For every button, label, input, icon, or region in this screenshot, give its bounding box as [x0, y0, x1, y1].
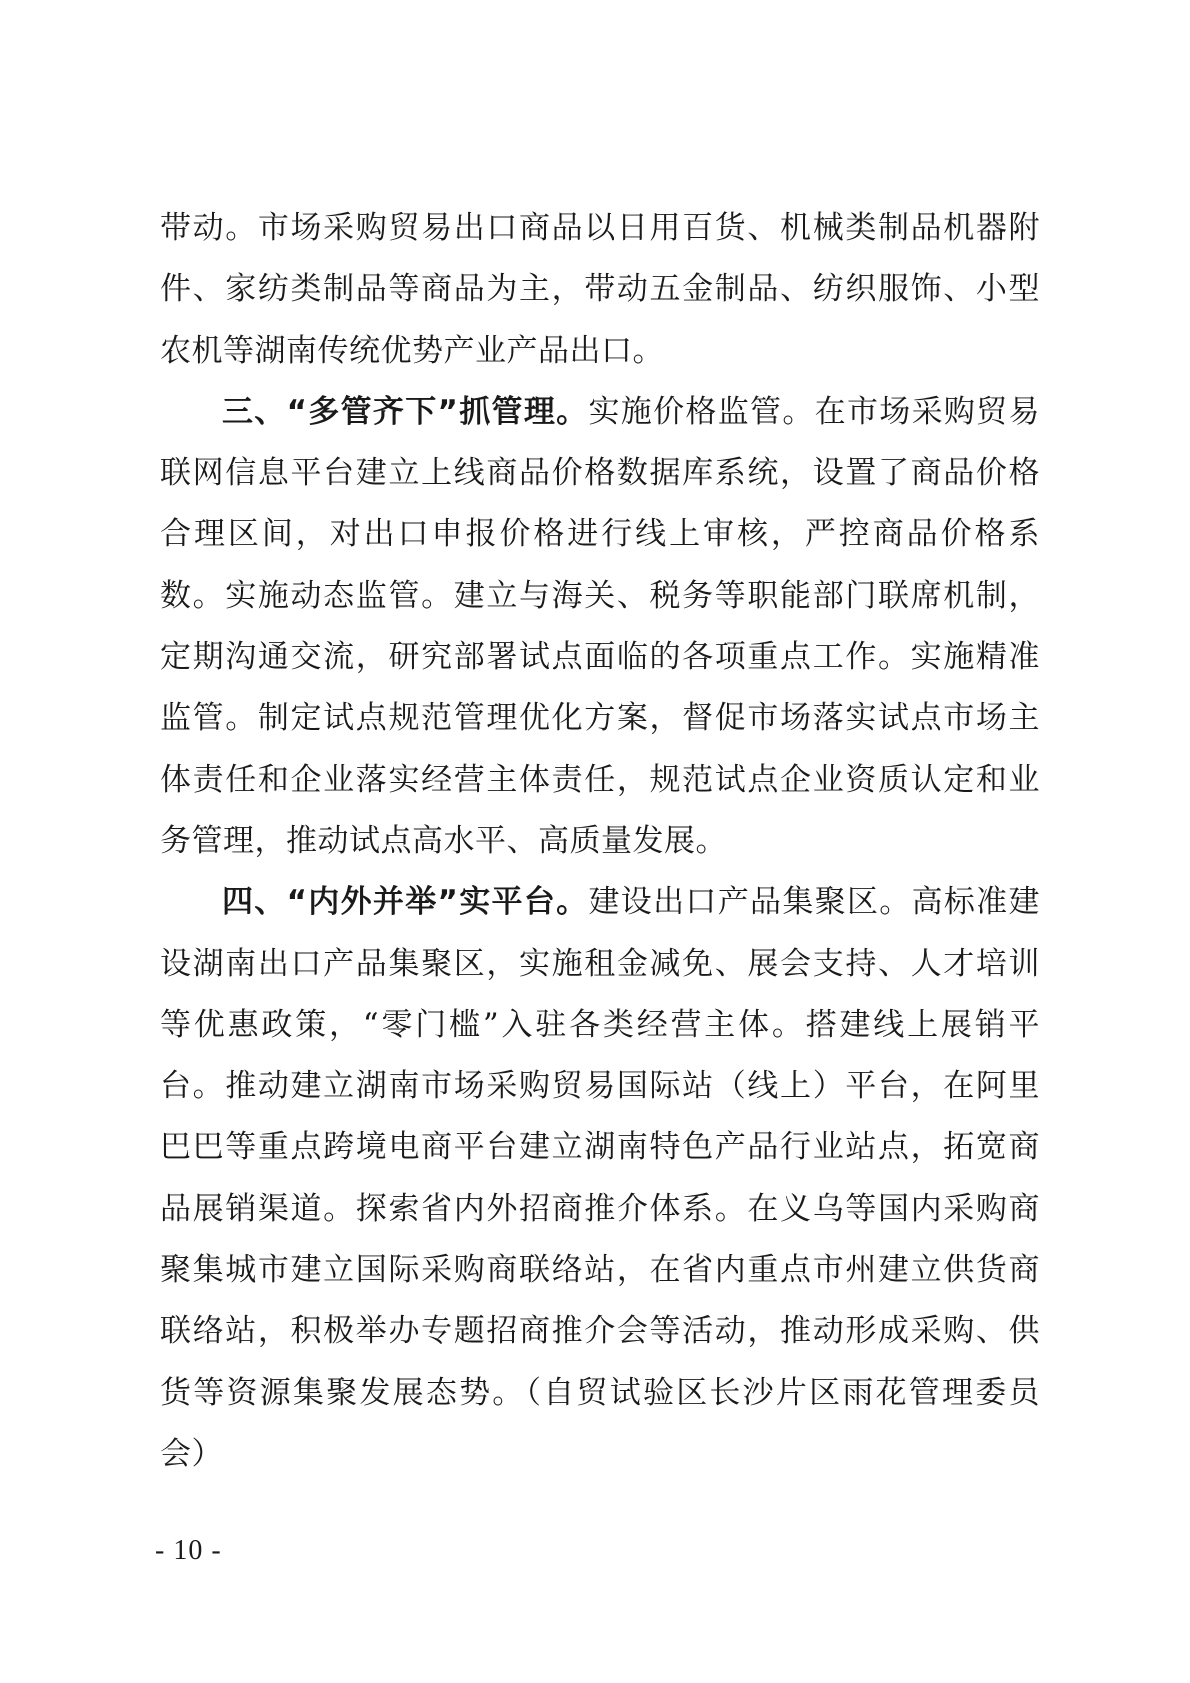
- section-4-heading: 四、“内外并举”实平台。: [222, 884, 589, 921]
- paragraph-section-4: [160, 872, 1040, 1485]
- paragraph-section-3: [160, 382, 1040, 872]
- page-number: - 10 -: [155, 1535, 222, 1566]
- paragraph-text: 实施价格监管。在市场采购贸易联网信息平台建立上线商品价格数据库系统，设置了商品价格合理区间，对出口申报价格进行线上审核，严控商品价格系数。实施动态监管。建立与海关、税务等职能部门联席机制，定期沟通交流，研究部署试点面临的各项重点工作。实施精准监管。制定试点规范管理优化方案，督促市场落实试点市场主体责任和企业落实经营主体责任，规范试点企业资质认定和业务管理，推动试点高水平、高质量发展。: [160, 393, 1040, 859]
- paragraph-continuation: [160, 198, 1040, 382]
- document-body: [160, 198, 1040, 1485]
- section-3-heading: 三、“多管齐下”抓管理。: [222, 393, 589, 430]
- paragraph-text: 建设出口产品集聚区。高标准建设湖南出口产品集聚区，实施租金减免、展会支持、人才培训等优惠政策，“零门槛”入驻各类经营主体。搭建线上展销平台。推动建立湖南市场采购贸易国际站（线上）平台，在阿里巴巴等重点跨境电商平台建立湖南特色产品行业站点，拓宽商品展销渠道。探索省内外招商推介体系。在义乌等国内采购商聚集城市建立国际采购商联络站，在省内重点市州建立供货商联络站，积极举办专题招商推介会等活动，推动形成采购、供货等资源集聚发展态势。（自贸试验区长沙片区雨花管理委员会）: [160, 884, 1040, 1472]
- paragraph-text: 带动。市场采购贸易出口商品以日用百货、机械类制品机器附件、家纺类制品等商品为主，带动五金制品、纺织服饰、小型农机等湖南传统优势产业产品出口。: [160, 210, 1040, 369]
